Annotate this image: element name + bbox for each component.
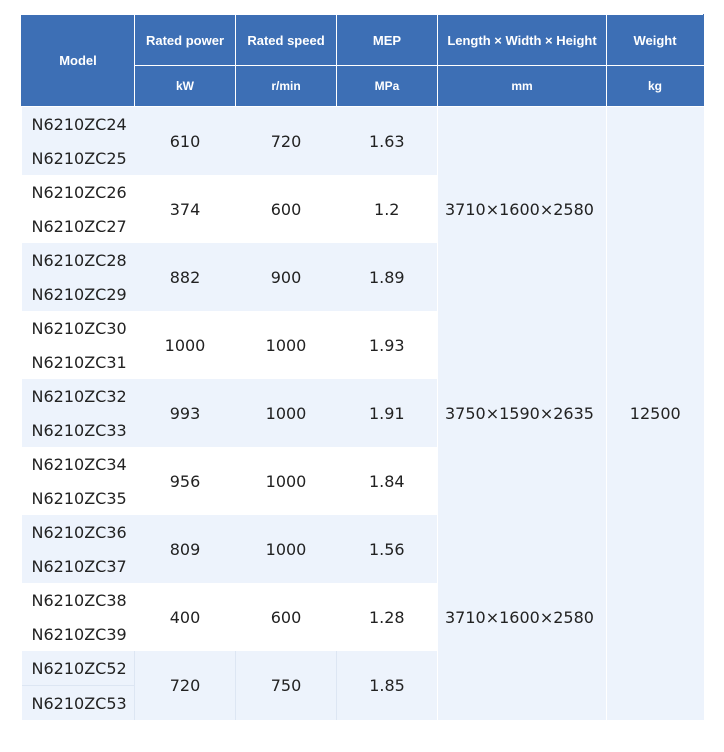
power-cell: 374 [135, 175, 236, 243]
mep-cell: 1.93 [337, 311, 438, 379]
unit-rated-power: kW [135, 66, 236, 107]
model-cell: N6210ZC34 [22, 447, 135, 481]
power-cell: 809 [135, 515, 236, 583]
speed-cell: 1000 [236, 379, 337, 447]
unit-mep: MPa [337, 66, 438, 107]
header-mep: MEP [337, 15, 438, 66]
speed-cell: 1000 [236, 447, 337, 515]
speed-cell: 900 [236, 243, 337, 311]
mep-cell: 1.84 [337, 447, 438, 515]
model-cell: N6210ZC36 [22, 515, 135, 549]
mep-cell: 1.91 [337, 379, 438, 447]
speed-cell: 600 [236, 175, 337, 243]
mep-cell: 1.85 [337, 651, 438, 720]
table-row [22, 107, 704, 142]
table-row [22, 311, 704, 345]
unit-dimensions: mm [438, 66, 607, 107]
mep-cell: 1.56 [337, 515, 438, 583]
model-cell: N6210ZC28 [22, 243, 135, 277]
speed-cell: 750 [236, 651, 337, 720]
power-cell: 1000 [135, 311, 236, 379]
power-cell: 882 [135, 243, 236, 311]
table-header [22, 15, 704, 107]
model-cell: N6210ZC32 [22, 379, 135, 413]
model-cell: N6210ZC52 [22, 651, 135, 686]
model-cell: N6210ZC38 [22, 583, 135, 617]
speed-cell: 1000 [236, 515, 337, 583]
model-cell: N6210ZC33 [22, 413, 135, 447]
power-cell: 400 [135, 583, 236, 651]
unit-weight: kg [607, 66, 704, 107]
header-model: Model [22, 15, 135, 107]
model-cell: N6210ZC29 [22, 277, 135, 311]
power-cell: 610 [135, 107, 236, 176]
unit-rated-speed: r/min [236, 66, 337, 107]
header-dimensions: Length × Width × Height [438, 15, 607, 66]
mep-cell: 1.89 [337, 243, 438, 311]
power-cell: 956 [135, 447, 236, 515]
header-weight: Weight [607, 15, 704, 66]
mep-cell: 1.63 [337, 107, 438, 176]
header-rated-speed: Rated speed [236, 15, 337, 66]
speed-cell: 720 [236, 107, 337, 176]
table-row [22, 515, 704, 549]
model-cell: N6210ZC30 [22, 311, 135, 345]
model-cell: N6210ZC25 [22, 141, 135, 175]
model-cell: N6210ZC39 [22, 617, 135, 651]
power-cell: 720 [135, 651, 236, 720]
speed-cell: 600 [236, 583, 337, 651]
model-cell: N6210ZC24 [22, 107, 135, 142]
dimensions-cell: 3750×1590×2635 [438, 311, 607, 515]
table-body [22, 107, 704, 721]
model-cell: N6210ZC27 [22, 209, 135, 243]
speed-cell: 1000 [236, 311, 337, 379]
model-cell: N6210ZC53 [22, 686, 135, 721]
weight-cell: 12500 [607, 107, 704, 721]
dimensions-cell: 3710×1600×2580 [438, 107, 607, 312]
dimensions-cell: 3710×1600×2580 [438, 515, 607, 720]
model-cell: N6210ZC26 [22, 175, 135, 209]
engine-spec-table [21, 14, 704, 720]
model-cell: N6210ZC37 [22, 549, 135, 583]
mep-cell: 1.28 [337, 583, 438, 651]
model-cell: N6210ZC31 [22, 345, 135, 379]
model-cell: N6210ZC35 [22, 481, 135, 515]
mep-cell: 1.2 [337, 175, 438, 243]
power-cell: 993 [135, 379, 236, 447]
header-rated-power: Rated power [135, 15, 236, 66]
